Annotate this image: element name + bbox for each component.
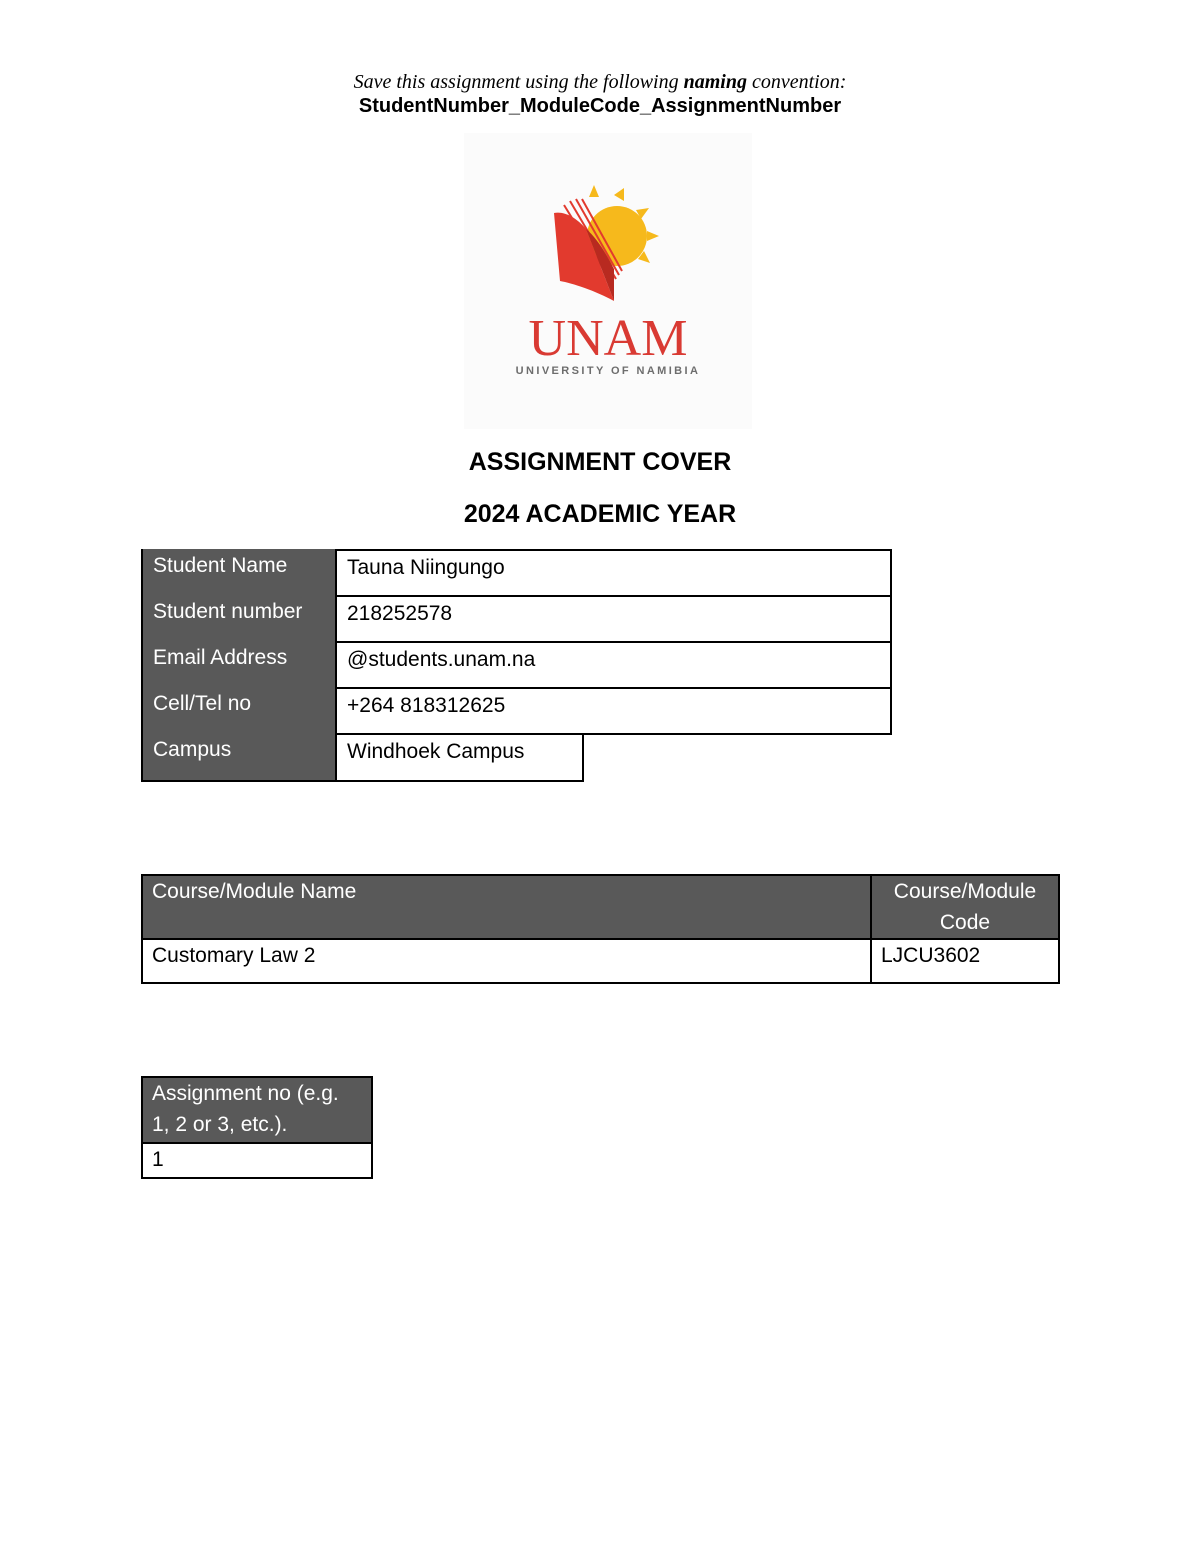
module-value-row xyxy=(142,939,1059,983)
cell-tel-value: +264 818312625 xyxy=(335,687,892,735)
naming-instruction xyxy=(0,71,1200,94)
student-number-value: 218252578 xyxy=(335,595,892,643)
module-name-value: Customary Law 2 xyxy=(142,939,871,983)
assignment-cover-title: ASSIGNMENT COVER xyxy=(468,448,732,476)
instruction-text-2: convention: xyxy=(746,71,847,93)
academic-year-title: 2024 ACADEMIC YEAR xyxy=(463,500,737,528)
logo-tagline: UNIVERSITY OF NAMIBIA xyxy=(515,365,701,377)
logo-wordmark: UNAM xyxy=(528,310,688,367)
campus-value: Windhoek Campus xyxy=(335,733,584,782)
instruction-text-1: Save this assignment using the following xyxy=(353,71,684,93)
student-name-value: Tauna Niingungo xyxy=(335,549,892,597)
instruction-bold-word: naming xyxy=(683,71,747,93)
student-number-label: Student number xyxy=(143,595,335,641)
assignment-number-table xyxy=(141,1076,373,1179)
unam-logo xyxy=(464,133,752,429)
cell-tel-label: Cell/Tel no xyxy=(143,687,335,733)
email-address-value: @students.unam.na xyxy=(335,641,892,689)
assignment-number-value: 1 xyxy=(142,1143,372,1178)
naming-convention: StudentNumber_ModuleCode_AssignmentNumber xyxy=(358,95,842,117)
module-header-row xyxy=(142,875,1059,939)
email-address-label: Email Address xyxy=(143,641,335,687)
module-name-header: Course/Module Name xyxy=(142,875,871,939)
module-code-value: LJCU3602 xyxy=(871,939,1059,983)
module-code-header: Course/Module Code xyxy=(871,875,1059,939)
student-name-label: Student Name xyxy=(143,549,335,595)
campus-label: Campus xyxy=(143,733,335,780)
module-table xyxy=(141,874,1060,984)
assignment-number-header: Assignment no (e.g. 1, 2 or 3, etc.). xyxy=(142,1077,372,1143)
unam-logo-graphic xyxy=(464,133,752,429)
